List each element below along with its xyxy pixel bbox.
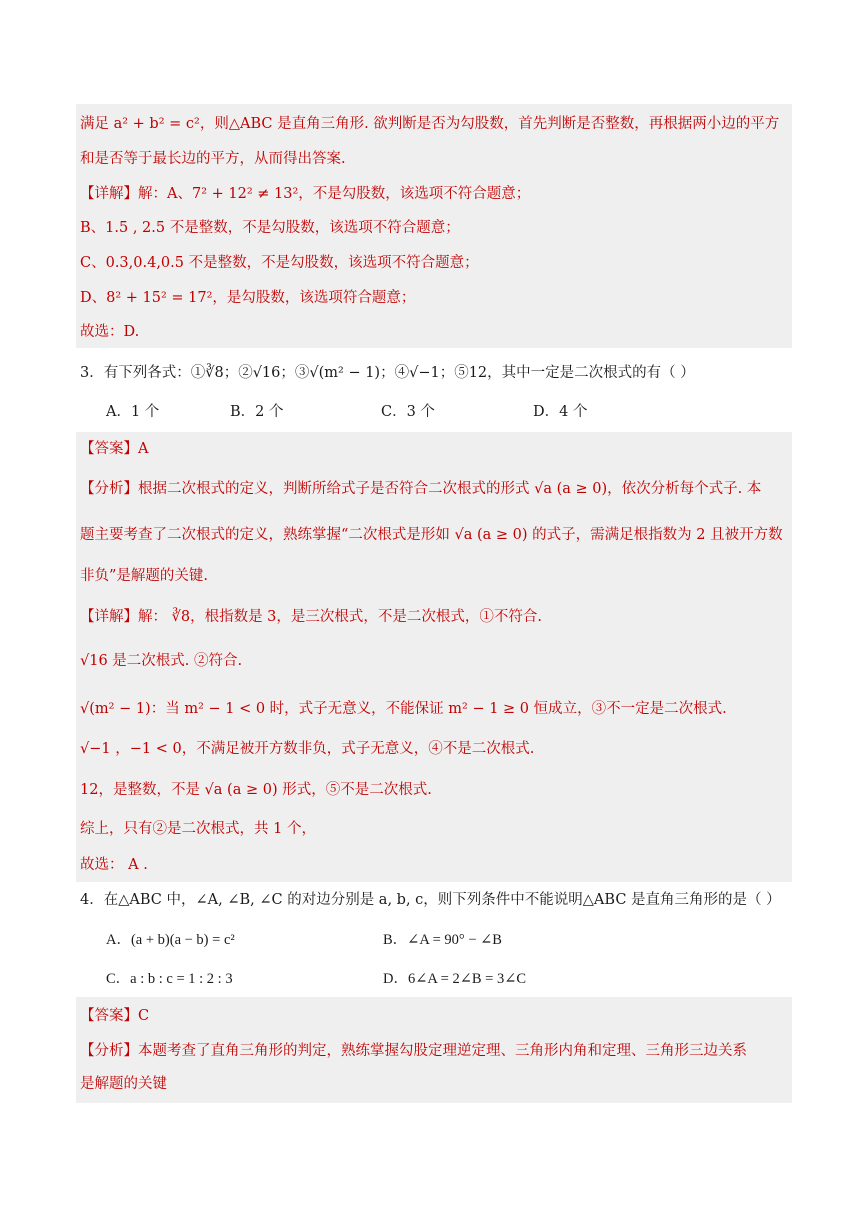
analysis-text-line: 【分析】根据二次根式的定义，判断所给式子是否符合二次根式的形式 √a (a ≥ 0)，依次分析每个式子. 本 <box>80 481 762 497</box>
detail-text-line: D、8² + 15² = 17²，是勾股数，该选项符合题意； <box>80 290 416 306</box>
detail-text-line: √(m² − 1)：当 m² − 1 < 0 时，式子无意义，不能保证 m² − 1 ≥ 0 恒成立，③不一定是二次根式. <box>80 701 727 717</box>
q4-option-a: A．(a + b)(a − b) = c² <box>106 932 235 948</box>
detail-text-line: √16 是二次根式. ②符合. <box>80 653 243 669</box>
q3-option-a: A．1 个 <box>106 404 160 420</box>
choice-text-line: 故选：D. <box>80 324 140 340</box>
summary-text-line: 综上，只有②是二次根式，共 1 个， <box>80 821 316 837</box>
analysis-text-line: 是解题的关键 <box>80 1076 167 1092</box>
choice-text-line: 故选： A . <box>80 857 148 873</box>
answer-line: 【答案】A <box>80 441 149 457</box>
detail-text-line: B、1.5 , 2.5 不是整数，不是勾股数，该选项不符合题意； <box>80 220 460 236</box>
question-4-text: 4．在△ABC 中，∠A, ∠B, ∠C 的对边分别是 a, b, c，则下列条件中不能说明△ABC 是直角三角形的是（ ） <box>80 892 781 908</box>
detail-text-line: 【详解】解：A、7² + 12² ≠ 13²，不是勾股数，该选项不符合题意； <box>80 186 531 202</box>
detail-text-line: C、0.3,0.4,0.5 不是整数，不是勾股数，该选项不符合题意； <box>80 255 479 271</box>
detail-text-line: √−1 ，−1 < 0，不满足被开方数非负，式子无意义，④不是二次根式. <box>80 741 535 757</box>
q4-option-d: D．6∠A = 2∠B = 3∠C <box>383 971 527 987</box>
analysis-text-line: 和是否等于最长边的平方，从而得出答案. <box>80 151 346 167</box>
answer-line: 【答案】C <box>80 1008 150 1024</box>
q4-option-c: C．a : b : c = 1 : 2 : 3 <box>106 971 233 987</box>
q3-option-c: C．3 个 <box>381 404 435 420</box>
analysis-text-line: 【分析】本题考查了直角三角形的判定，熟练掌握勾股定理逆定理、三角形内角和定理、三角形三边关系 <box>80 1043 747 1059</box>
analysis-text-line: 非负”是解题的关键. <box>80 568 209 584</box>
question-3-text: 3．有下列各式：①∛8；②√16；③√(m² − 1)；④√−1；⑤12，其中一定是二次根式的有（ ） <box>80 365 695 381</box>
analysis-text-line: 题主要考查了二次根式的定义，熟练掌握“二次根式是形如 √a (a ≥ 0) 的式子，需满足根指数为 2 且被开方数 <box>80 527 783 543</box>
q4-option-b: B．∠A = 90° − ∠B <box>383 932 502 948</box>
q3-option-b: B．2 个 <box>230 404 284 420</box>
q3-option-d: D．4 个 <box>533 404 588 420</box>
analysis-text-line: 满足 a² + b² = c²，则△ABC 是直角三角形. 欲判断是否为勾股数，首先判断是否整数，再根据两小边的平方 <box>80 116 780 132</box>
detail-text-line: 12，是整数，不是 √a (a ≥ 0) 形式，⑤不是二次根式. <box>80 782 432 798</box>
detail-text-line: 【详解】解： ∛8，根指数是 3，是三次根式，不是二次根式，①不符合. <box>80 609 543 625</box>
